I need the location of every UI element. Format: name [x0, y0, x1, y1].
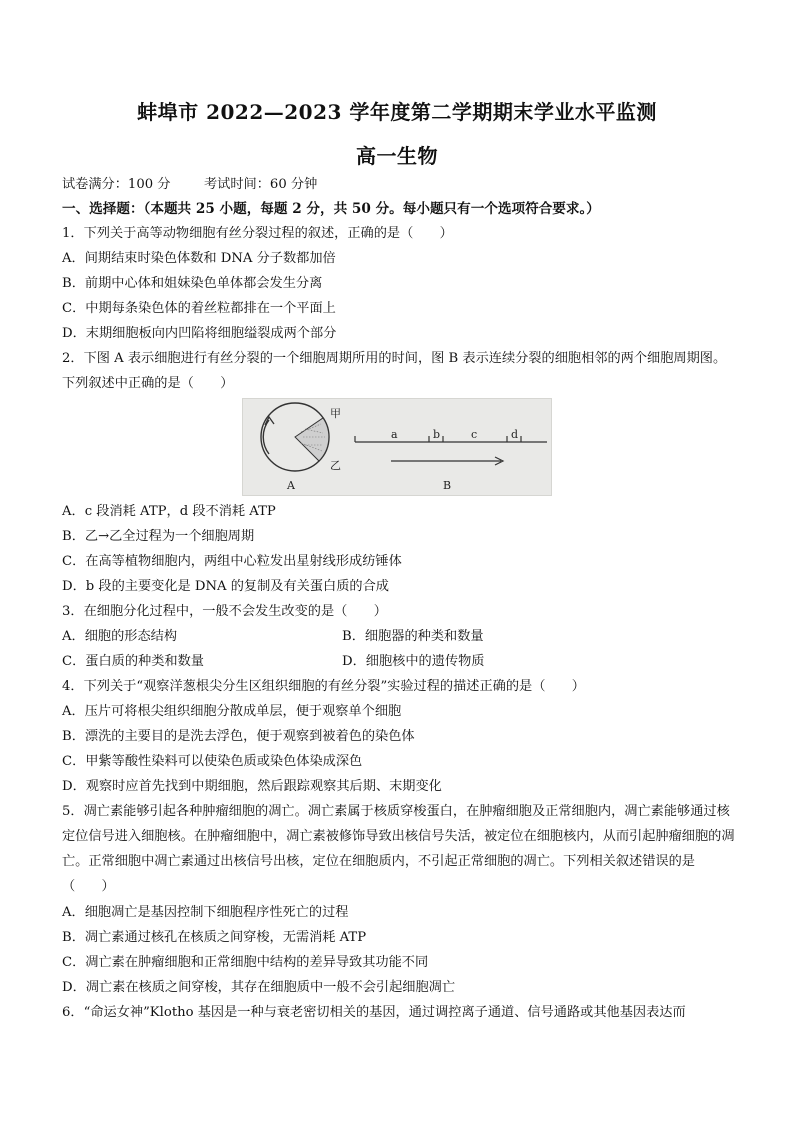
question-3-option-d: D．细胞核中的遗传物质 [342, 654, 485, 669]
exam-title: 蚌埠市 2022—2023 学年度第二学期期末学业水平监测 [137, 100, 657, 124]
question-4-option-b: B．漂洗的主要目的是洗去浮色，便于观察到被着色的染色体 [62, 729, 415, 744]
question-4-option-c: C．甲紫等酸性染料可以使染色质或染色体染成深色 [62, 754, 363, 769]
section-heading: 一、选择题：（本题共 25 小题，每题 2 分，共 50 分。每小题只有一个选项符合要求。） [62, 201, 600, 217]
score-info: 试卷满分：100 分 [62, 177, 171, 192]
question-1-option-d: D．末期细胞板向内凹陷将细胞缢裂成两个部分 [62, 326, 337, 341]
question-5-option-b: B．凋亡素通过核孔在核质之间穿梭，无需消耗 ATP [62, 930, 367, 945]
question-5-option-a: A．细胞凋亡是基因控制下细胞程序性死亡的过程 [62, 905, 349, 920]
question-4-option-a: A．压片可将根尖组织细胞分散成单层，便于观察单个细胞 [62, 704, 402, 719]
question-2-option-b: B．乙→乙全过程为一个细胞周期 [62, 529, 255, 544]
cell-cycle-diagram [243, 399, 551, 495]
question-3-option-c: C．蛋白质的种类和数量 [62, 654, 204, 669]
question-2-option-d: D．b 段的主要变化是 DNA 的复制及有关蛋白质的合成 [62, 579, 389, 594]
question-3-option-b: B．细胞器的种类和数量 [342, 629, 484, 644]
question-5-option-d: D．凋亡素在核质之间穿梭，其存在细胞质中一般不会引起细胞凋亡 [62, 980, 456, 995]
cycle-direction-arrow [263, 420, 269, 454]
question-5-stem: 5．凋亡素能够引起各种肿瘤细胞的凋亡。凋亡素属于核质穿梭蛋白，在肿瘤细胞及正常细胞内，凋亡素能够通过核定位信号进入细胞核。在肿瘤细胞中，凋亡素被修饰导致出核信号失活，被定位在细胞核内，从而引起肿瘤细胞的凋亡。正常细胞中凋亡素通过出核信号出核，定位在细胞质内，不引起正常细胞的凋亡。下列相关叙述错误的是（ ） [62, 804, 735, 894]
question-5-option-c: C．凋亡素在肿瘤细胞和正常细胞中结构的差异导致其功能不同 [62, 955, 429, 970]
segment-a-label: a [391, 428, 398, 441]
label-yi: 乙 [330, 459, 341, 472]
question-1-option-a: A．间期结束时染色体数和 DNA 分子数都加倍 [62, 251, 336, 266]
question-1-option-b: B．前期中心体和姐妹染色单体都会发生分离 [62, 276, 323, 291]
question-3-stem: 3．在细胞分化过程中，一般不会发生改变的是（ ） [62, 604, 387, 619]
label-jia: 甲 [330, 407, 341, 420]
segment-c-label: c [471, 428, 478, 441]
question-4-option-d: D．观察时应首先找到中期细胞，然后跟踪观察其后期、末期变化 [62, 779, 442, 794]
question-2-option-a: A．c 段消耗 ATP，d 段不消耗 ATP [62, 504, 276, 519]
segment-b-label: b [433, 428, 441, 441]
question-2-option-c: C．在高等植物细胞内，两组中心粒发出星射线形成纺锤体 [62, 554, 402, 569]
question-3-option-a: A．细胞的形态结构 [62, 629, 178, 644]
division-phase-sector [295, 418, 329, 461]
question-6-stem: 6．“命运女神”Klotho 基因是一种与衰老密切相关的基因，通过调控离子通道、信号通路或其他基因表达而 [62, 1005, 686, 1020]
cell-cycle-figure [242, 398, 552, 496]
exam-subject: 高一生物 [356, 144, 438, 168]
label-a-diagram: A [287, 479, 295, 492]
question-1-stem: 1．下列关于高等动物细胞有丝分裂过程的叙述，正确的是（ ） [62, 226, 453, 241]
question-1-option-c: C．中期每条染色体的着丝粒都排在一个平面上 [62, 301, 336, 316]
question-2-stem: 2．下图 A 表示细胞进行有丝分裂的一个细胞周期所用的时间，图 B 表示连续分裂的细胞相邻的两个细胞周期图。下列叙述中正确的是（ ） [62, 351, 727, 391]
label-b-diagram: B [443, 479, 452, 492]
question-4-stem: 4．下列关于“观察洋葱根尖分生区组织细胞的有丝分裂”实验过程的描述正确的是（ ） [62, 679, 585, 694]
time-info: 考试时间：60 分钟 [204, 177, 318, 192]
segment-d-label: d [511, 428, 519, 441]
